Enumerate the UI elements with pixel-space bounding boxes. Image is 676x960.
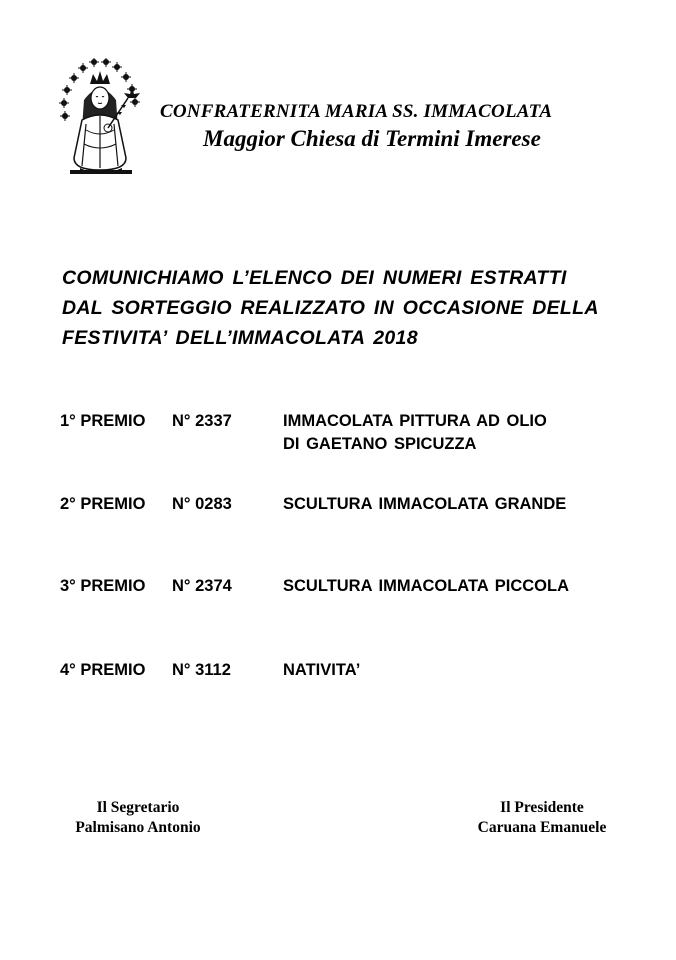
prize-number: N° 3112 <box>172 661 231 679</box>
prize-description-line: IMMACOLATA PITTURA AD OLIO <box>283 412 547 430</box>
prize-description-line: DI GAETANO SPICUZZA <box>283 435 477 453</box>
prize-rank: 2° PREMIO <box>60 495 146 513</box>
prize-rank: 4° PREMIO <box>60 661 146 679</box>
prize-rank: 3° PREMIO <box>60 577 146 595</box>
prize-description <box>283 493 566 516</box>
announcement-line: COMUNICHIAMO L’ELENCO DEI NUMERI ESTRATTI <box>62 267 567 289</box>
signature-name: Palmisano Antonio <box>75 819 201 836</box>
president-signature <box>462 798 622 838</box>
confraternity-name: CONFRATERNITA MARIA SS. IMMACOLATA <box>160 101 553 122</box>
signature-role: Il Presidente <box>500 799 584 816</box>
confraternity-logo <box>56 58 148 176</box>
prize-description-line: SCULTURA IMMACOLATA GRANDE <box>283 495 567 513</box>
prize-description <box>283 659 360 682</box>
prize-description-line: SCULTURA IMMACOLATA PICCOLA <box>283 577 569 595</box>
madonna-immacolata-emblem-icon <box>56 58 148 176</box>
church-name: Maggior Chiesa di Termini Imerese <box>203 126 541 151</box>
prize-description <box>283 410 547 456</box>
announcement-text <box>62 263 642 353</box>
prize-rank: 1° PREMIO <box>60 412 146 430</box>
prize-number: N° 2374 <box>172 577 232 595</box>
signature-name: Caruana Emanuele <box>477 819 607 836</box>
prize-number: N° 0283 <box>172 495 232 513</box>
announcement-line: DAL SORTEGGIO REALIZZATO IN OCCASIONE DELLA <box>62 297 599 319</box>
prize-number: N° 2337 <box>172 412 232 430</box>
announcement-line: FESTIVITA’ DELL’IMMACOLATA 2018 <box>62 327 418 349</box>
signature-role: Il Segretario <box>96 799 180 816</box>
secretary-signature <box>68 798 208 838</box>
prize-description <box>283 575 569 598</box>
prize-description-line: NATIVITA’ <box>283 661 361 679</box>
